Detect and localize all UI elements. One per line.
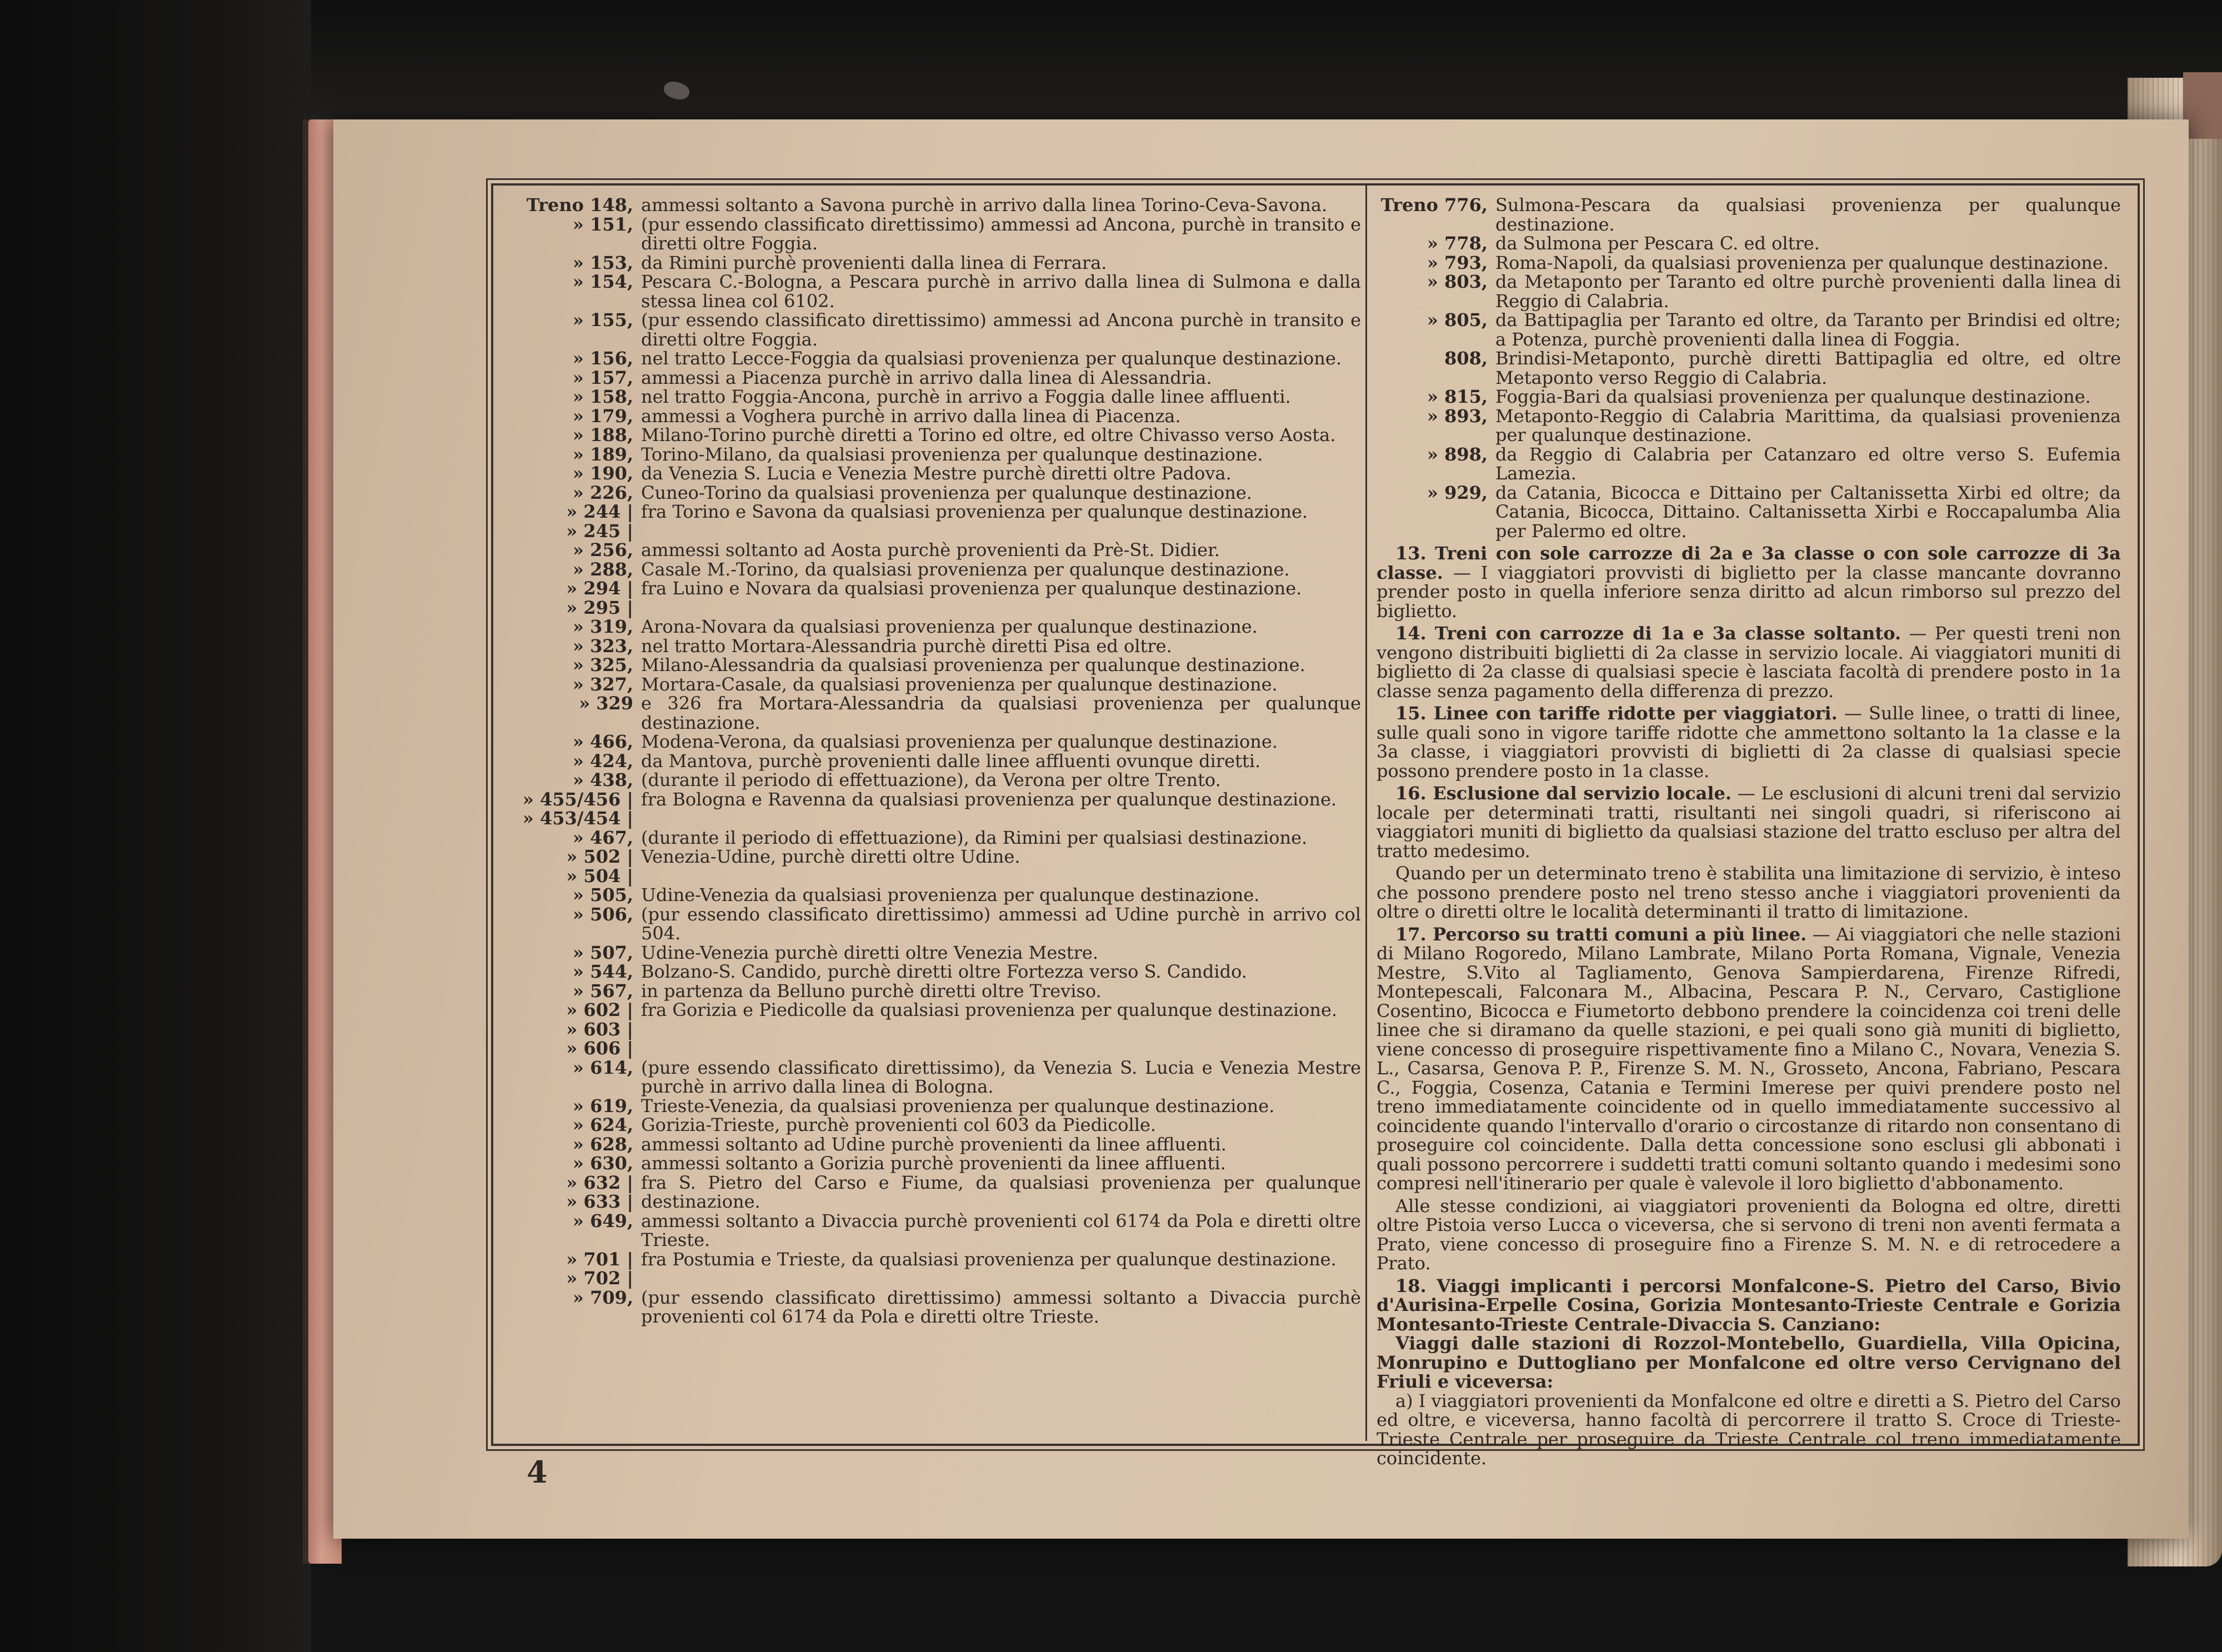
- left-train-row: [511, 1173, 1361, 1212]
- train-rule-text: fra Torino e Savona da qualsiasi provenienza per qualunque destinazione.: [641, 501, 1308, 522]
- train-rule-text: Arona-Novara da qualsiasi provenienza per qualunque destinazione.: [641, 616, 1258, 637]
- section-14: [1377, 624, 2121, 700]
- train-rule-text: fra Postumia e Trieste, da qualsiasi provenienza per qualunque destinazione.: [641, 1248, 1337, 1270]
- left-train-row: [511, 617, 1361, 637]
- train-number: » 709,: [572, 1286, 633, 1308]
- section-16: [1377, 784, 2121, 860]
- train-number: » 898,: [1427, 443, 1488, 465]
- section-15-title: 15. Linee con tariffe ridotte per viaggiatori.: [1395, 703, 1838, 724]
- train-rule-text: da Sulmona per Pescara C. ed oltre.: [1495, 233, 1820, 254]
- book-cover-corner: [2183, 72, 2222, 139]
- train-rule-text: Mortara-Casale, da qualsiasi provenienza per qualunque destinazione.: [641, 673, 1278, 695]
- train-number: » 815,: [1427, 386, 1488, 407]
- train-number: » 155,: [572, 309, 633, 331]
- train-number: » 327,: [572, 673, 633, 695]
- train-rule-text: fra Luino e Novara da qualsiasi provenienza per qualunque destinazione.: [641, 578, 1302, 599]
- right-train-row: [1377, 445, 2121, 483]
- left-train-row: [511, 1115, 1361, 1135]
- left-train-row: [511, 464, 1361, 483]
- train-rule-text: ammessi soltanto ad Udine purchè provenienti da linee affluenti.: [641, 1133, 1227, 1155]
- section-13-title: 13. Treni con sole carrozze di 2a e 3a classe o con sole carrozze di 3a classe.: [1377, 543, 2121, 583]
- train-number: » 325,: [572, 654, 633, 675]
- left-train-row: [511, 196, 1361, 215]
- train-rule-text: (pure essendo classificato direttissimo), da Venezia S. Lucia e Venezia Mestre purchè in arrivo dalla linea di Bologna.: [641, 1057, 1361, 1097]
- section-16-title: 16. Esclusione dal servizio locale.: [1395, 783, 1732, 804]
- left-train-row: [511, 1135, 1361, 1154]
- train-number: » 455/456 | » 453/454 |: [522, 788, 633, 829]
- train-number: » 179,: [572, 405, 633, 427]
- background-left: [0, 0, 311, 1652]
- train-rule-text: (pur essendo classificato direttissimo) ammessi ad Ancona, purchè in transito e diretti oltre Foggia.: [641, 213, 1361, 254]
- train-number: » 505,: [572, 884, 633, 905]
- train-number: » 793,: [1427, 252, 1488, 273]
- left-train-row: [511, 732, 1361, 752]
- train-rule-text: Milano-Alessandria da qualsiasi provenienza per qualunque destinazione.: [641, 654, 1305, 675]
- train-number: Treno 148,: [526, 194, 633, 216]
- train-number: » 438,: [572, 769, 633, 790]
- left-train-row: [511, 885, 1361, 905]
- train-number: » 649,: [572, 1210, 633, 1232]
- train-number: » 226,: [572, 482, 633, 503]
- train-number: » 294 | » 295 |: [566, 578, 633, 618]
- section-17: [1377, 925, 2121, 1193]
- train-number: » 189,: [572, 443, 633, 465]
- left-train-row: [511, 847, 1361, 885]
- left-train-row: [511, 1154, 1361, 1173]
- section-14-body: — Per questi treni non vengono distribuiti biglietti di 2a classe in servizio locale. Ai viaggiatori muniti di biglietto di 2a classe di qualsiasi specie è lasciata facoltà di prendere posto in 1a classe senza pagamento della differenza di prezzo.: [1377, 623, 2121, 702]
- left-train-row: [511, 387, 1361, 407]
- train-rule-text: Trieste-Venezia, da qualsiasi provenienza per qualunque destinazione.: [641, 1095, 1275, 1117]
- right-train-row: [1377, 272, 2121, 311]
- left-train-row: [511, 215, 1361, 253]
- left-train-row: [511, 311, 1361, 349]
- train-rule-text: in partenza da Belluno purchè diretti oltre Treviso.: [641, 980, 1102, 1002]
- train-rule-text: Brindisi-Metaponto, purchè diretti Battipaglia ed oltre, ed oltre Metaponto verso Reggio di Calabria.: [1495, 348, 2121, 388]
- train-rule-text: (durante il periodo di effettuazione), da Rimini per qualsiasi destinazione.: [641, 827, 1308, 848]
- train-rule-text: Udine-Venezia da qualsiasi provenienza per qualunque destinazione.: [641, 884, 1260, 905]
- train-number: » 778,: [1427, 233, 1488, 254]
- left-column: [511, 196, 1361, 1326]
- train-rule-text: da Mantova, purchè provenienti dalle linee affluenti ovunque diretti.: [641, 750, 1261, 772]
- section-18-title: 18. Viaggi implicanti i percorsi Monfalcone-S. Pietro del Carso, Bivio d'Aurisina-Erpelle Cosina, Gorizia Montesanto-Trieste Centrale e Gorizia Montesanto-Trieste Centrale-Divaccia S. Canziano:: [1377, 1275, 2121, 1335]
- left-train-row: [511, 790, 1361, 828]
- train-rule-text: Metaponto-Reggio di Calabria Marittima, da qualsiasi provenienza per qualunque destinazione.: [1495, 405, 2121, 445]
- train-number: » 323,: [572, 635, 633, 657]
- section-18-subheading: Viaggi dalle stazioni di Rozzol-Montebello, Guardiella, Villa Opicina, Monrupino e Duttogliano per Monfalcone ed oltre verso Cervignano del Friuli e viceversa:: [1377, 1333, 2121, 1392]
- left-train-row: [511, 675, 1361, 694]
- train-rule-text: ammessi soltanto a Divaccia purchè provenienti col 6174 da Pola e diretti oltre Trieste.: [641, 1210, 1361, 1250]
- left-train-row: [511, 752, 1361, 771]
- train-rule-text: ammessi soltanto a Savona purchè in arrivo dalla linea Torino-Ceva-Savona.: [641, 194, 1328, 216]
- left-train-row: [511, 425, 1361, 445]
- left-train-row: [511, 637, 1361, 656]
- train-number: » 614,: [572, 1057, 633, 1078]
- train-rule-text: Modena-Verona, da qualsiasi provenienza per qualunque destinazione.: [641, 731, 1278, 752]
- background-top: [0, 0, 2222, 128]
- left-train-row: [511, 253, 1361, 273]
- train-rule-text: da Reggio di Calabria per Catanzaro ed oltre verso S. Eufemia Lamezia.: [1495, 443, 2121, 484]
- train-rule-text: da Battipaglia per Taranto ed oltre, da Taranto per Brindisi ed oltre; a Potenza, purchè provenienti dalla linea di Foggia.: [1495, 309, 2121, 350]
- section-17-paragraph-2: Alle stesse condizioni, ai viaggiatori provenienti da Bologna ed oltre, diretti oltre Pistoia verso Lucca o viceversa, che si servono di treni non aventi fermata a Prato, viene concesso di proseguire fino a Firenze S. M. N. e di retrocedere a Prato.: [1377, 1195, 2121, 1274]
- left-train-row: [511, 272, 1361, 311]
- train-number: » 288,: [572, 558, 633, 580]
- left-train-row: [511, 1058, 1361, 1097]
- section-18-item-a: a) I viaggiatori provenienti da Monfalcone ed oltre e diretti a S. Pietro del Carso ed oltre, e viceversa, hanno facoltà di percorrere il tratto S. Croce di Trieste-Trieste Centrale per proseguire da Trieste Centrale col treno immediatamente coincidente.: [1377, 1390, 2121, 1469]
- train-rule-text: da Catania, Bicocca e Dittaino per Caltanissetta Xirbi ed oltre; da Catania, Bicocca, Dittaino. Caltanissetta Xirbi e Roccapalumba Alia per Palermo ed oltre.: [1495, 482, 2121, 542]
- section-16-paragraph-2: Quando per un determinato treno è stabilita una limitazione di servizio, è inteso che possono prendere posto nel treno stesso anche i viaggiatori provenienti da oltre o diretti oltre le località determinanti il tratto di limitazione.: [1377, 863, 2121, 922]
- left-train-row: [511, 1000, 1361, 1058]
- train-rule-text: (pur essendo classificato direttissimo) ammessi soltanto a Divaccia purchè provenienti col 6174 da Pola e diretti oltre Trieste.: [641, 1286, 1361, 1327]
- train-number: » 929,: [1427, 482, 1488, 503]
- train-number: » 544,: [572, 961, 633, 982]
- left-train-row: [511, 1288, 1361, 1326]
- left-train-row: [511, 349, 1361, 368]
- train-rule-text: nel tratto Mortara-Alessandria purchè diretti Pisa ed oltre.: [641, 635, 1172, 657]
- column-divider: [1365, 184, 1367, 1441]
- left-train-row: [511, 694, 1361, 732]
- train-rule-text: Pescara C.-Bologna, a Pescara purchè in arrivo dalla linea di Sulmona e dalla stessa linea col 6102.: [641, 271, 1361, 312]
- section-13: [1377, 544, 2121, 620]
- train-rule-text: nel tratto Foggia-Ancona, purchè in arrivo a Foggia dalle linee affluenti.: [641, 386, 1291, 407]
- left-train-row: [511, 828, 1361, 848]
- train-rule-text: e 326 fra Mortara-Alessandria da qualsiasi provenienza per qualunque destinazione.: [641, 693, 1361, 733]
- left-train-row: [511, 962, 1361, 982]
- train-rule-text: ammessi a Piacenza purchè in arrivo dalla linea di Alessandria.: [641, 367, 1212, 388]
- train-number: » 153,: [572, 252, 633, 273]
- left-train-row: [511, 1097, 1361, 1116]
- train-number: » 805,: [1427, 309, 1488, 331]
- right-train-list: [1377, 196, 2121, 540]
- left-train-row: [511, 943, 1361, 963]
- left-train-row: [511, 368, 1361, 388]
- train-rule-text: ammessi soltanto ad Aosta purchè provenienti da Prè-St. Didier.: [641, 539, 1220, 560]
- train-rule-text: nel tratto Lecce-Foggia da qualsiasi provenienza per qualunque destinazione.: [641, 348, 1342, 369]
- left-train-row: [511, 483, 1361, 503]
- train-number: » 893,: [1427, 405, 1488, 427]
- left-train-row: [511, 1212, 1361, 1250]
- train-rule-text: da Metaponto per Taranto ed oltre purchè provenienti dalla linea di Reggio di Calabria.: [1495, 271, 2121, 312]
- section-17-body: — Ai viaggiatori che nelle stazioni di Milano Rogoredo, Milano Lambrate, Milano Porta Romana, Vignale, Venezia Mestre, S.Vito al Tagliamento, Genova Sampierdarena, Firenze Rifredi, Montepescali, Falconara M., Albacina, Pescara P. N., Cervaro, Castiglione Cosentino, Bicocca e Fiumetorto debbono prendere la coincidenza coi treni delle linee che si diramano da quelle stazioni, e pei quali sono già muniti di biglietto, viene concesso di proseguire rispettivamente fino a Milano C., Novara, Venezia S. L., Casarsa, Genova P. P., Firenze S. M. N., Grosseto, Ancona, Fabriano, Pescara C., Foggia, Cosenza, Catania e Termini Imerese per quivi prendere posto nel treno immediatamente coincidente od in quello immediatamente successivo al coincidente quando l'intervallo d'orario o circostanze di ritardo non consentano di proseguire col coincidente. Dalla detta concessione sono esclusi gli abbonati i quali possono percorrere i suddetti tratti comuni soltanto quando i medesimi sono compresi nell'itinerario per quale è valevole il loro biglietto d'abbonamento.: [1377, 923, 2121, 1194]
- train-number: » 154,: [572, 271, 633, 292]
- train-number: » 158,: [572, 386, 633, 407]
- train-rule-text: (pur essendo classificato direttissimo) ammessi ad Udine purchè in arrivo col 504.: [641, 903, 1361, 944]
- train-number: » 157,: [572, 367, 633, 388]
- train-rule-text: Roma-Napoli, da qualsiasi provenienza per qualunque destinazione.: [1495, 252, 2109, 273]
- left-train-row: [511, 655, 1361, 675]
- train-rule-text: Casale M.-Torino, da qualsiasi provenienza per qualunque destinazione.: [641, 558, 1290, 580]
- train-rule-text: Cuneo-Torino da qualsiasi provenienza per qualunque destinazione.: [641, 482, 1252, 503]
- train-rule-text: Torino-Milano, da qualsiasi provenienza per qualunque destinazione.: [641, 443, 1263, 465]
- train-number: » 151,: [572, 213, 633, 235]
- left-train-row: [511, 407, 1361, 426]
- train-number: » 190,: [572, 463, 633, 484]
- train-number: » 502 | » 504 |: [566, 846, 633, 887]
- left-train-row: [511, 502, 1361, 540]
- left-train-row: [511, 445, 1361, 464]
- train-number: » 244 | » 245 |: [566, 501, 633, 542]
- train-rule-text: Foggia-Bari da qualsiasi provenienza per qualunque destinazione.: [1495, 386, 2091, 407]
- left-train-row: [511, 579, 1361, 617]
- train-number: » 188,: [572, 424, 633, 445]
- train-rule-text: (durante il periodo di effettuazione), da Verona per oltre Trento.: [641, 769, 1221, 790]
- train-rule-text: Gorizia-Trieste, purchè provenienti col 603 da Piedicolle.: [641, 1114, 1157, 1135]
- train-rule-text: Bolzano-S. Candido, purchè diretti oltre Fortezza verso S. Candido.: [641, 961, 1247, 982]
- right-train-row: [1377, 234, 2121, 253]
- train-number: 808,: [1444, 348, 1488, 369]
- train-rule-text: Venezia-Udine, purchè diretti oltre Udine.: [641, 846, 1020, 867]
- section-13-body: — I viaggiatori provvisti di biglietto per la classe mancante dovranno prender posto in quella inferiore senza diritto ad alcun rimborso sul prezzo del biglietto.: [1377, 562, 2121, 622]
- train-rule-text: ammessi soltanto a Gorizia purchè provenienti da linee affluenti.: [641, 1153, 1226, 1174]
- left-train-row: [511, 982, 1361, 1001]
- right-train-row: [1377, 311, 2121, 349]
- train-number: » 632 | » 633 |: [566, 1172, 633, 1212]
- section-17-title: 17. Percorso su tratti comuni a più linee.: [1395, 923, 1807, 945]
- right-train-row: [1377, 196, 2121, 234]
- section-15: [1377, 704, 2121, 780]
- train-rule-text: da Venezia S. Lucia e Venezia Mestre purchè diretti oltre Padova.: [641, 463, 1232, 484]
- train-rule-text: fra Bologna e Ravenna da qualsiasi provenienza per qualunque destinazione.: [641, 788, 1337, 810]
- train-number: » 329: [579, 693, 633, 714]
- train-rule-text: Milano-Torino purchè diretti a Torino ed oltre, ed oltre Chivasso verso Aosta.: [641, 424, 1336, 445]
- left-train-row: [511, 770, 1361, 790]
- train-rule-text: da Rimini purchè provenienti dalla linea di Ferrara.: [641, 252, 1107, 273]
- train-number: » 507,: [572, 942, 633, 963]
- train-rule-text: (pur essendo classificato direttissimo) ammessi ad Ancona purchè in transito e diretti oltre Foggia.: [641, 309, 1361, 350]
- train-number: » 803,: [1427, 271, 1488, 292]
- train-number: » 628,: [572, 1133, 633, 1155]
- train-number: » 624,: [572, 1114, 633, 1135]
- train-rule-text: Sulmona-Pescara da qualsiasi provenienza per qualunque destinazione.: [1495, 194, 2121, 235]
- train-rule-text: ammessi a Voghera purchè in arrivo dalla linea di Piacenza.: [641, 405, 1181, 427]
- train-number: » 256,: [572, 539, 633, 560]
- train-number: » 156,: [572, 348, 633, 369]
- train-number: » 619,: [572, 1095, 633, 1117]
- left-train-row: [511, 560, 1361, 579]
- train-number: » 630,: [572, 1153, 633, 1174]
- left-train-row: [511, 540, 1361, 560]
- right-train-row: [1377, 407, 2121, 445]
- left-train-row: [511, 905, 1361, 943]
- train-number: Treno 776,: [1380, 194, 1488, 216]
- left-train-row: [511, 1250, 1361, 1288]
- train-rule-text: Udine-Venezia purchè diretti oltre Venezia Mestre.: [641, 942, 1098, 963]
- train-rule-text: fra Gorizia e Piedicolle da qualsiasi provenienza per qualunque destinazione.: [641, 999, 1338, 1020]
- right-train-row: [1377, 253, 2121, 273]
- train-number: » 424,: [572, 750, 633, 772]
- train-number: » 467,: [572, 827, 633, 848]
- page-number: 4: [527, 1454, 548, 1490]
- section-14-title: 14. Treni con carrozze di 1a e 3a classe soltanto.: [1395, 623, 1901, 644]
- train-number: » 466,: [572, 731, 633, 752]
- train-rule-text: fra S. Pietro del Carso e Fiume, da qualsiasi provenienza per qualunque destinazione.: [641, 1172, 1361, 1212]
- train-number: » 319,: [572, 616, 633, 637]
- section-15-body: — Sulle linee, o tratti di linee, sulle quali sono in vigore tariffe ridotte che ammettono soltanto la 1a classe e la 3a classe, i viaggiatori provvisti di biglietti di 2a classe di qualsiasi specie possono prendere posto in 1a classe.: [1377, 703, 2121, 782]
- section-16-body: — Le esclusioni di alcuni treni dal servizio locale per determinati tratti, risultanti nei singoli quadri, si riferiscono ai viaggiatori muniti di biglietto da qualsiasi stazione del tratto escluso per altra del tratto medesimo.: [1377, 783, 2121, 862]
- train-number: » 567,: [572, 980, 633, 1002]
- right-train-row: [1377, 349, 2121, 387]
- train-number: » 506,: [572, 903, 633, 925]
- right-column: [1377, 196, 2121, 1468]
- train-number: » 602 | » 603 | » 606 |: [566, 999, 633, 1059]
- right-train-row: [1377, 483, 2121, 541]
- right-train-row: [1377, 387, 2121, 407]
- train-number: » 701 | » 702 |: [566, 1248, 633, 1289]
